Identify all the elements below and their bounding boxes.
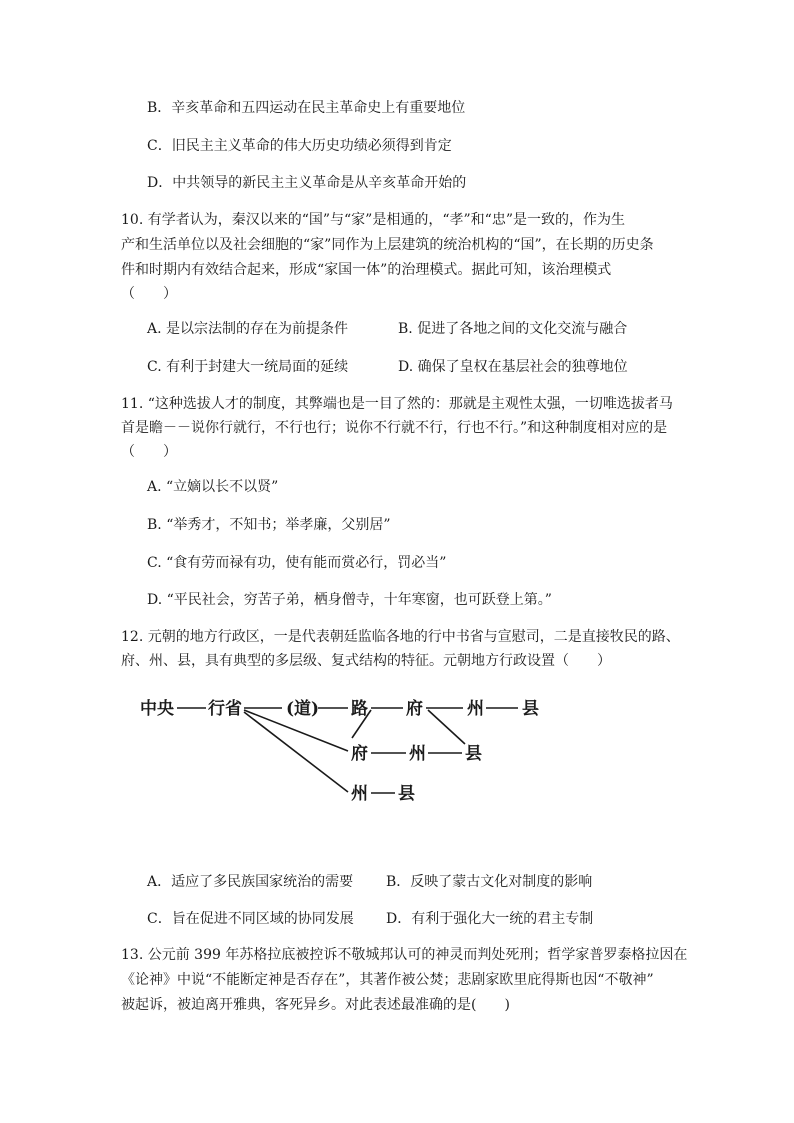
q12-stem-line-2: 府、州、县，具有典型的多层级、复式结构的特征。元朝地方行政设置（ ）: [121, 653, 611, 669]
q11-option-c: C. “食有劳而禄有功，使有能而赏必行，罚必当”: [147, 555, 447, 571]
q12-option-a: A．适应了多民族国家统治的需要: [147, 874, 354, 890]
q11-option-d: D. “平民社会，穷苦子弟，栖身僧寺，十年寒窗，也可跃登上第。”: [147, 592, 552, 608]
q11-stem-line-2: 首是瞻－－说你行就行，不行也行；说你不行就不行，行也不行。”和这种制度相对应的是: [121, 420, 668, 436]
q12-option-d: D．有利于强化大一统的君主专制: [386, 911, 594, 927]
q13-stem-line-2: 《论神》中说“不能断定神是否存在”，其著作被公焚；悲剧家欧里庇得斯也因“不敬神”: [121, 972, 654, 988]
q12-option-b: B．反映了蒙古文化对制度的影响: [386, 874, 593, 890]
q12-option-c: C．旨在促进不同区域的协同发展: [147, 911, 354, 927]
q12-stem-line-1: 12. 元朝的地方行政区，一是代表朝廷监临各地的行中书省与宣慰司，二是直接牧民的路、: [121, 629, 680, 645]
diagram-county-top: 县: [522, 699, 539, 719]
q9-option-b: B．辛亥革命和五四运动在民主革命史上有重要地位: [147, 100, 466, 116]
yuan-admin-diagram: [130, 688, 560, 818]
q13-stem-line-3: 被起诉，被迫离开雅典，客死异乡。对此表述最准确的是( ): [121, 997, 510, 1013]
diagram-subprefecture-mid: 州: [409, 744, 426, 764]
diagram-subprefecture-bottom: 州: [351, 784, 368, 804]
q13-stem-line-1: 13. 公元前 399 年苏格拉底被控诉不敬城邦认可的神灵而判处死刑；哲学家普罗泰格拉因在: [121, 947, 688, 963]
diagram-county-mid: 县: [465, 744, 482, 764]
q10-stem-line-2: 产和生活单位以及社会细胞的“家”同作为上层建筑的统治机构的“国”，在长期的历史条: [121, 237, 654, 253]
q11-answer-paren: （ ）: [121, 444, 177, 460]
diagram-prefecture-top: 府: [406, 699, 423, 719]
q9-option-c: C．旧民主主义革命的伟大历史功绩必须得到肯定: [147, 138, 452, 154]
q11-stem-line-1: 11. “这种选拔人才的制度，其弊端也是一目了然的：那就是主观性太强，一切唯选拔者马: [121, 396, 673, 412]
q10-option-d: D. 确保了皇权在基层社会的独尊地位: [398, 359, 628, 375]
diagram-subprefecture-top: 州: [467, 699, 484, 719]
q10-stem-line-3: 件和时期内有效结合起来，形成“家国一体”的治理模式。据此可知，该治理模式: [121, 262, 612, 278]
diagram-circuit: (道): [286, 699, 320, 719]
diagram-route: 路: [351, 699, 368, 719]
q10-option-c: C. 有利于封建大一统局面的延续: [147, 359, 349, 375]
q10-option-a: A. 是以宗法制的存在为前提条件: [147, 321, 349, 337]
q10-answer-paren: （ ）: [121, 286, 177, 302]
q10-stem-line-1: 10. 有学者认为，秦汉以来的“国”与“家”是相通的，“孝”和“忠”是一致的，作为生: [121, 212, 625, 228]
diagram-prefecture-mid: 府: [351, 744, 368, 764]
q10-option-b: B. 促进了各地之间的文化交流与融合: [398, 321, 628, 337]
q11-option-b: B. “举秀才，不知书；举孝廉，父别居”: [147, 517, 391, 533]
diagram-county-bottom: 县: [398, 784, 415, 804]
q11-option-a: A. “立嫡以长不以贤”: [147, 479, 279, 495]
diagram-central: 中央: [140, 699, 174, 719]
diagram-province: 行省: [208, 699, 242, 719]
q9-option-d: D．中共领导的新民主主义革命是从辛亥革命开始的: [147, 175, 467, 191]
